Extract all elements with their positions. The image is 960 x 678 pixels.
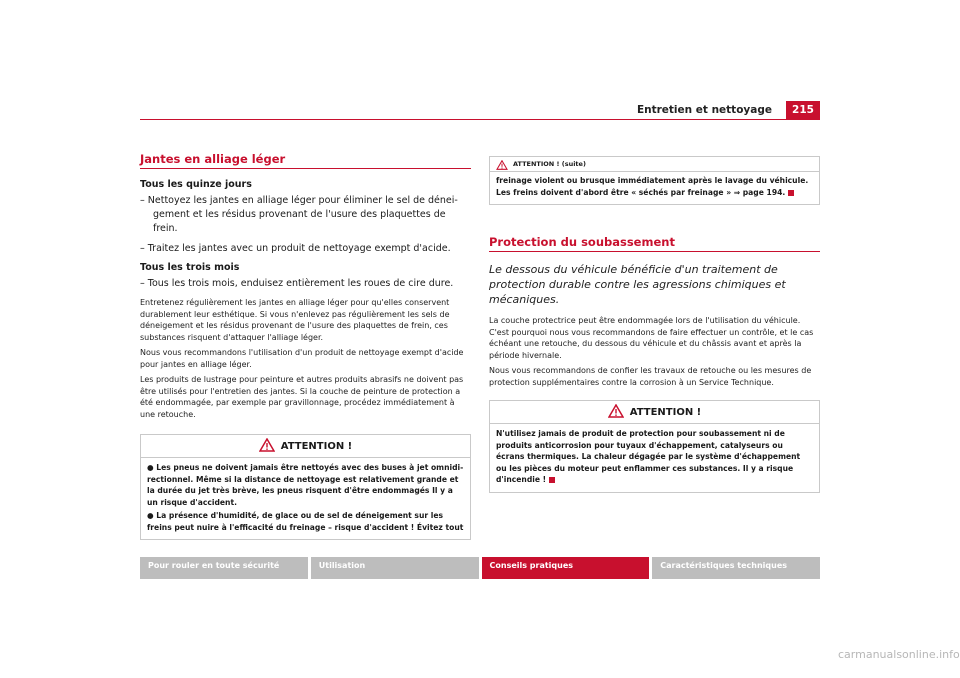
list-item: – Traitez les jantes avec un produit de nettoyage exempt d'acide. xyxy=(140,243,451,254)
warning-box xyxy=(140,434,471,540)
warning-box xyxy=(489,400,820,493)
chapter-nav xyxy=(140,557,820,579)
end-mark-icon xyxy=(788,190,794,196)
section-title-soubassement: Protection du soubassement xyxy=(489,235,820,252)
warning-bullet: ● Les pneus ne doivent jamais être nettoyés avec des buses à jet omnidirectionnel. Même si la distance de nettoyage est relativement grande et la durée du jet très brève, les pneus risquent d'être endommagés Il y a un risque d'accident. xyxy=(147,463,464,507)
lead-text: Le dessous du véhicule bénéficie d'un traitement de protection durable contre les agressions chimiques et mécaniques. xyxy=(489,263,786,306)
header-title: Entretien et nettoyage xyxy=(636,104,772,116)
end-mark-icon xyxy=(549,477,555,483)
section-title-jantes: Jantes en alliage léger xyxy=(140,152,471,169)
paragraph: Nous vous recommandons l'utilisation d'un produit de nettoyage exempt d'acide pour jantes en alliage léger. xyxy=(140,348,464,369)
left-column xyxy=(140,152,471,540)
warning-bullet-text: La présence d'humidité, de glace ou de sel de déneigement sur les freins peut nuire à l'efficacité du freinage – risque d'accident ! Évitez tout xyxy=(147,511,464,532)
warning-body: N'utilisez jamais de produit de protection pour soubassement ni de produits anticorrosion pour tuyaux d'échappement, catalyseurs ou écrans thermiques. La chaleur dégagée par le système d'échappement ou les pièces du moteur peut enflammer ces substances. Il y a risque d'incendie ! xyxy=(496,429,801,484)
nav-tab-caracteristiques[interactable]: Caractéristiques techniques xyxy=(652,557,820,579)
list-item: – Nettoyez les jantes en alliage léger pour éliminer le sel de déneigement et les résidus provenant de l'usure des plaquettes de frein. xyxy=(140,195,458,234)
warning-label: ATTENTION ! xyxy=(280,440,353,452)
label-quinze-jours: Tous les quinze jours xyxy=(140,179,252,190)
nav-tab-securite[interactable]: Pour rouler en toute sécurité xyxy=(140,557,308,579)
paragraph: Entretenez régulièrement les jantes en alliage léger pour qu'elles conservent durablement leur esthétique. Si vous n'enlevez pas régulièrement les sels de déneigement et les résidus provenant de l'usure des plaquettes de frein, ces substances risquent d'attaquer l'alliage léger. xyxy=(140,298,450,342)
warning-bullet: ● La présence d'humidité, de glace ou de sel de déneigement sur les freins peut nuire à l'efficacité du freinage – risque d'accident ! Évitez tout xyxy=(147,511,464,532)
label-trois-mois: Tous les trois mois xyxy=(140,262,240,273)
nav-tab-utilisation[interactable]: Utilisation xyxy=(311,557,479,579)
page-number: 215 xyxy=(786,101,820,119)
warning-continued-header xyxy=(490,157,819,172)
warning-continued-text xyxy=(496,175,813,198)
paragraph: Nous vous recommandons de confier les travaux de retouche ou les mesures de protection supplémentaires contre la corrosion à un Service Technique. xyxy=(489,366,812,387)
warning-triangle-icon xyxy=(496,155,508,174)
warning-bullet-text: Les pneus ne doivent jamais être nettoyés avec des buses à jet omnidirectionnel. Même si la distance de nettoyage est relativement grande et la durée du jet très brève, les pneus risquent d'être endommagés Il y a un risque d'accident. xyxy=(147,463,464,507)
warning-continued-box xyxy=(489,156,820,205)
right-column xyxy=(489,156,820,493)
warning-header xyxy=(141,435,470,458)
watermark: carmanualsonline.info xyxy=(838,648,960,661)
paragraph: La couche protectrice peut être endommagée lors de l'utilisation du véhicule. C'est pourquoi nous vous recommandons de faire effectuer un contrôle, et le cas échéant une retouche, du dessous du véhicule et du châssis avant et après la période hivernale. xyxy=(489,316,814,360)
warning-text xyxy=(496,428,813,486)
paragraph: Les produits de lustrage pour peinture et autres produits abrasifs ne doivent pas être utilisés pour l'entretien des jantes. Si la couche de peinture de protection a été endommagée, par exemple par gravillonnage, procédez immédiatement à une retouche. xyxy=(140,375,464,419)
warning-label: ATTENTION ! xyxy=(629,406,702,418)
nav-tab-conseils[interactable]: Conseils pratiques xyxy=(482,557,650,579)
warning-triangle-icon xyxy=(259,437,275,456)
list-item: – Tous les trois mois, enduisez entièrement les roues de cire dure. xyxy=(140,278,454,289)
warning-header xyxy=(490,401,819,424)
warning-triangle-icon xyxy=(608,403,624,422)
warning-continued-label: ATTENTION ! (suite) xyxy=(513,160,586,168)
page-header xyxy=(140,101,820,120)
warning-continued-body: freinage violent ou brusque immédiatement après le lavage du véhicule. Les freins doivent d'abord être « séchés par freinage » ⇒ page 194. xyxy=(496,176,809,197)
